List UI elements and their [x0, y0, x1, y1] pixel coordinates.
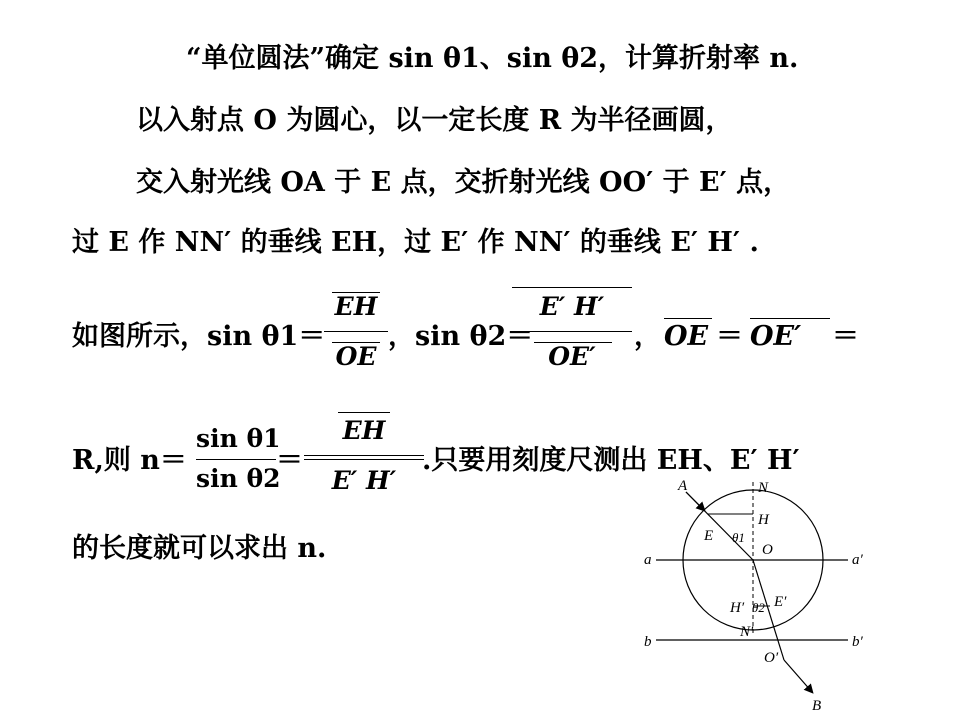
text-line-5-prefix: 如图所示，sin θ1＝: [72, 321, 326, 352]
text-line-5-comma: ，: [634, 321, 661, 352]
fraction-2-denominator: OE′: [548, 342, 596, 371]
label-o-prime: O′: [764, 650, 779, 666]
overline-oe-2: [664, 318, 712, 319]
text-line-5-mid: ，sin θ2＝: [388, 321, 534, 352]
text-line-7: 的长度就可以求出 n.: [72, 533, 327, 564]
overline-oe-prime-2: [750, 318, 830, 319]
overline-eh-prime-2: [304, 459, 424, 460]
text-oe-prime: OE′: [750, 321, 802, 352]
text-line-1: “单位圆法”确定 sin θ1、sin θ2，计算折射率 n.: [186, 43, 799, 74]
overline-eh-2: [338, 412, 390, 413]
label-n-prime: N′: [740, 624, 754, 640]
text-line-3: 交入射光线 OA 于 E 点，交折射光线 OO′ 于 E′ 点，: [136, 167, 791, 198]
label-b-point: B: [812, 698, 822, 714]
label-e-prime: E′: [774, 594, 787, 610]
label-n: N: [758, 480, 769, 496]
label-theta2: θ2: [752, 600, 765, 615]
label-theta1: θ1: [732, 530, 745, 545]
label-a-prime: a′: [852, 552, 863, 568]
refraction-diagram-svg: [636, 470, 880, 720]
text-line-4: 过 E 作 NN′ 的垂线 EH，过 E′ 作 NN′ 的垂线 E′ H′ .: [72, 227, 759, 258]
fraction-2-bar: [512, 331, 632, 332]
text-line-6-suffix: .只要用刻度尺测出 EH、E′ H′: [422, 445, 800, 476]
label-b-prime: b′: [852, 634, 863, 650]
overline-oe-1: [332, 342, 380, 343]
label-a-point: A: [678, 478, 688, 494]
label-h: H: [758, 512, 769, 528]
overline-eh: [332, 292, 380, 293]
overline-oe-prime-1: [534, 342, 612, 343]
fraction-1-bar: [324, 331, 388, 332]
refraction-diagram: [636, 470, 880, 720]
emergent-ray: [784, 660, 812, 692]
label-e: E: [704, 528, 714, 544]
overline-eh-prime: [512, 287, 632, 288]
label-a: a: [644, 552, 652, 568]
text-oe: OE: [664, 321, 709, 352]
label-o: O: [762, 542, 773, 558]
incident-arrow: [686, 492, 704, 510]
label-h-prime: H′: [730, 600, 745, 616]
label-b: b: [644, 634, 652, 650]
text-line-2: 以入射点 O 为圆心，以一定长度 R 为半径画圆，: [136, 105, 733, 136]
fraction-1-denominator: OE: [335, 342, 377, 371]
fraction-4-denominator: E′ H′: [331, 466, 397, 495]
fraction-4-numerator: EH: [342, 416, 386, 445]
fraction-3-denominator: sin θ2: [196, 464, 281, 493]
fraction-3-bar: [196, 459, 276, 460]
text-equals-2: ＝: [832, 321, 859, 352]
text-equals-3: ＝: [276, 445, 303, 476]
fraction-3-numerator: sin θ1: [196, 424, 281, 453]
fraction-1-numerator: EH: [334, 292, 378, 321]
fraction-2-numerator: E′ H′: [539, 292, 605, 321]
fraction-4-bar: [304, 455, 424, 456]
text-line-6-prefix: R,则 n＝: [72, 445, 187, 476]
text-equals-1: ＝: [716, 321, 743, 352]
